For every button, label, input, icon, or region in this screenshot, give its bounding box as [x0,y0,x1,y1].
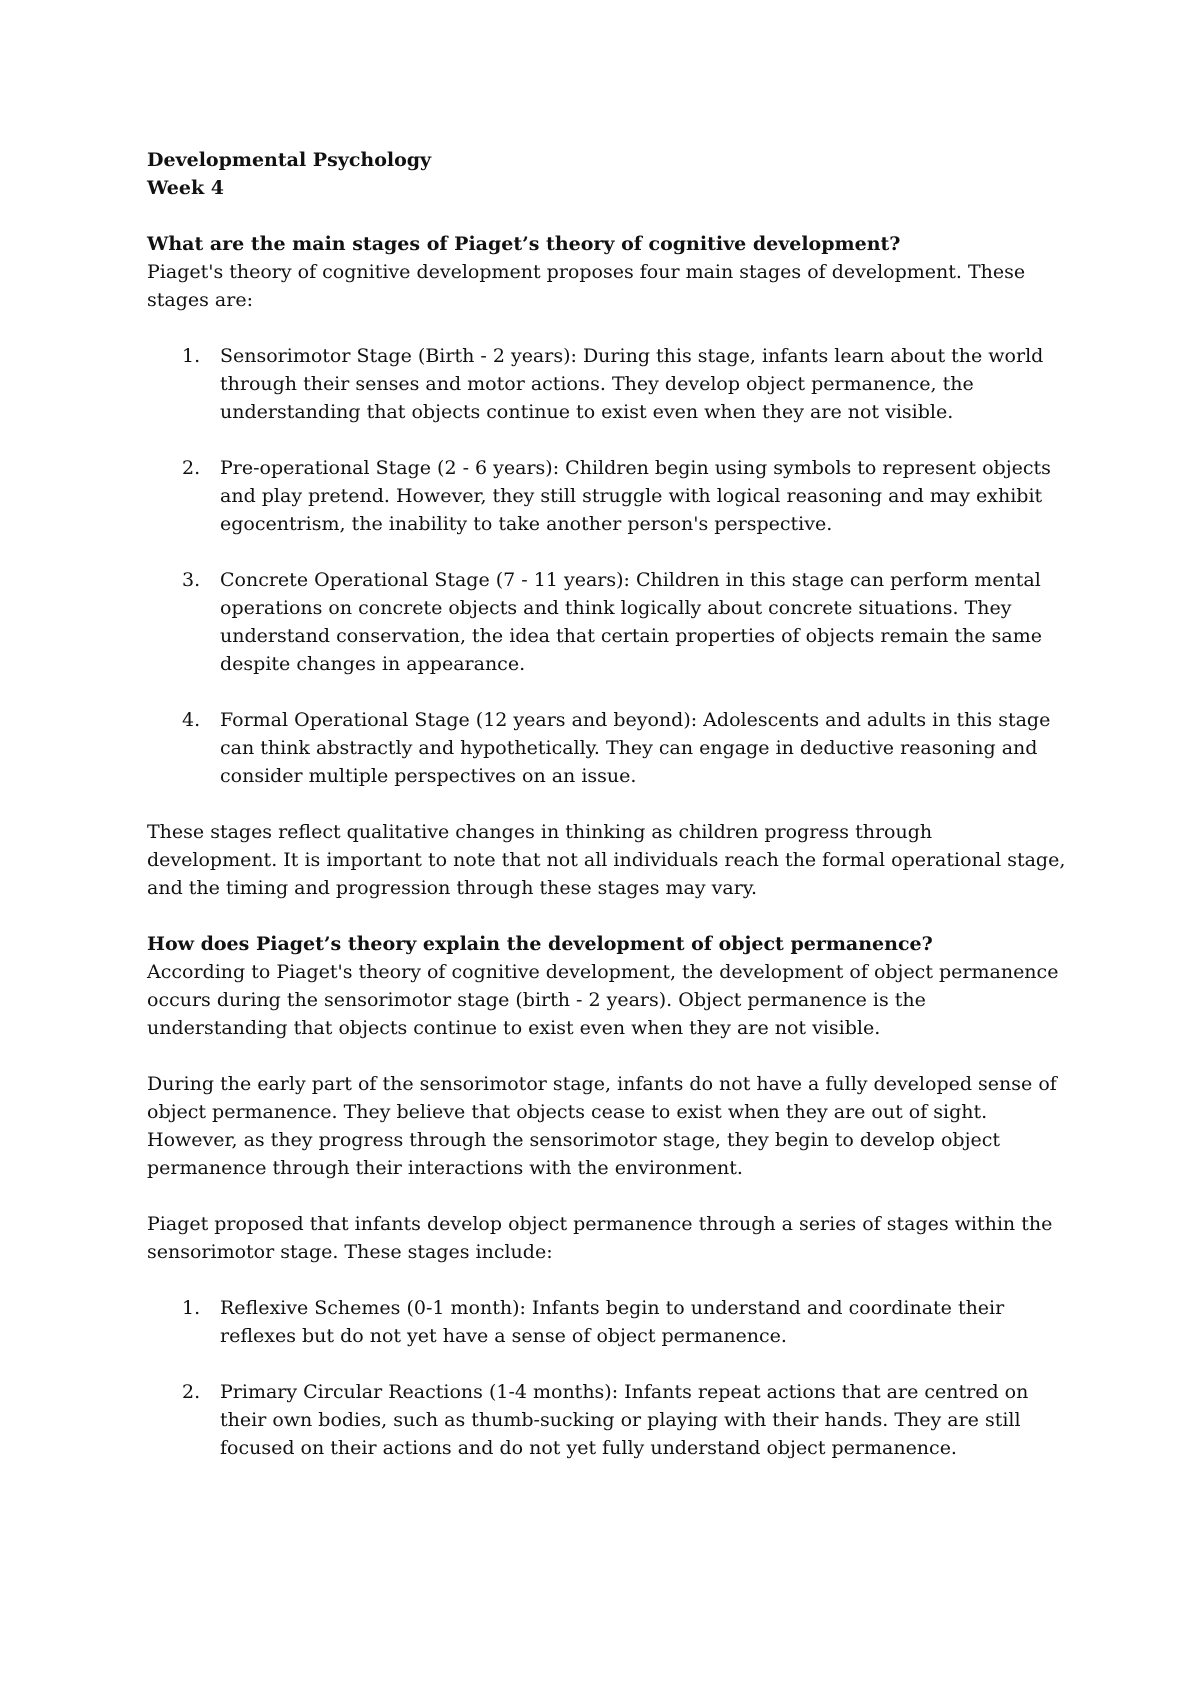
document-title: Developmental Psychology [147,149,432,171]
list-item-text: Pre-operational Stage (2 - 6 years): Children begin using symbols to represent objects and play pretend. However, they still struggle with logical reasoning and may exhibit egocentrism, the inability to take another person's perspective. [220,457,1051,535]
list-item-text: Sensorimotor Stage (Birth - 2 years): During this stage, infants learn about the world through their senses and motor actions. They develop object permanence, the understanding that objects continue to exist even when they are not visible. [220,345,1044,423]
document-subtitle: Week 4 [147,177,224,199]
section-heading: What are the main stages of Piaget’s theory of cognitive development? [147,233,901,255]
list-item-text: Formal Operational Stage (12 years and beyond): Adolescents and adults in this stage can think abstractly and hypothetically. They can engage in deductive reasoning and consider multiple perspectives on an issue. [220,709,1051,787]
list-number: 1. [182,345,201,367]
section-conclusion: These stages reflect qualitative changes in thinking as children progress through development. It is important to note that not all individuals reach the formal operational stage, and the timing and progression through these stages may vary. [147,821,1066,899]
paragraph: During the early part of the sensorimotor stage, infants do not have a fully developed sense of object permanence. They believe that objects cease to exist when they are out of sight. However, as they progress through the sensorimotor stage, they begin to develop object permanence through their interactions with the environment. [147,1073,1057,1179]
section-heading: How does Piaget’s theory explain the development of object permanence? [147,933,933,955]
paragraph: According to Piaget's theory of cognitive development, the development of object permanence occurs during the sensorimotor stage (birth - 2 years). Object permanence is the understanding that objects continue to exist even when they are not visible. [147,961,1059,1039]
document-body [147,146,1067,1490]
list-number: 4. [182,709,201,731]
title-block [147,146,1067,202]
list-item-text: Concrete Operational Stage (7 - 11 years): Children in this stage can perform mental operations on concrete objects and think logically about concrete situations. They understand conservation, the idea that certain properties of objects remain the same despite changes in appearance. [220,569,1042,675]
list-item [147,566,1067,678]
list-number: 2. [182,1381,201,1403]
list-number: 2. [182,457,201,479]
list-item [147,706,1067,790]
list-item [147,1378,1067,1462]
substages-list [147,1294,1067,1462]
section-intro: Piaget's theory of cognitive development proposes four main stages of development. These stages are: [147,261,1026,311]
list-item [147,342,1067,426]
list-item-text: Primary Circular Reactions (1-4 months): Infants repeat actions that are centred on their own bodies, such as thumb-sucking or playing with their hands. They are still focused on their actions and do not yet fully understand object permanence. [220,1381,1029,1459]
stages-list [147,342,1067,790]
list-item [147,454,1067,538]
list-number: 3. [182,569,201,591]
paragraph: Piaget proposed that infants develop object permanence through a series of stages within the sensorimotor stage. These stages include: [147,1213,1053,1263]
list-number: 1. [182,1297,201,1319]
list-item-text: Reflexive Schemes (0-1 month): Infants begin to understand and coordinate their reflexes but do not yet have a sense of object permanence. [220,1297,1005,1347]
list-item [147,1294,1067,1350]
